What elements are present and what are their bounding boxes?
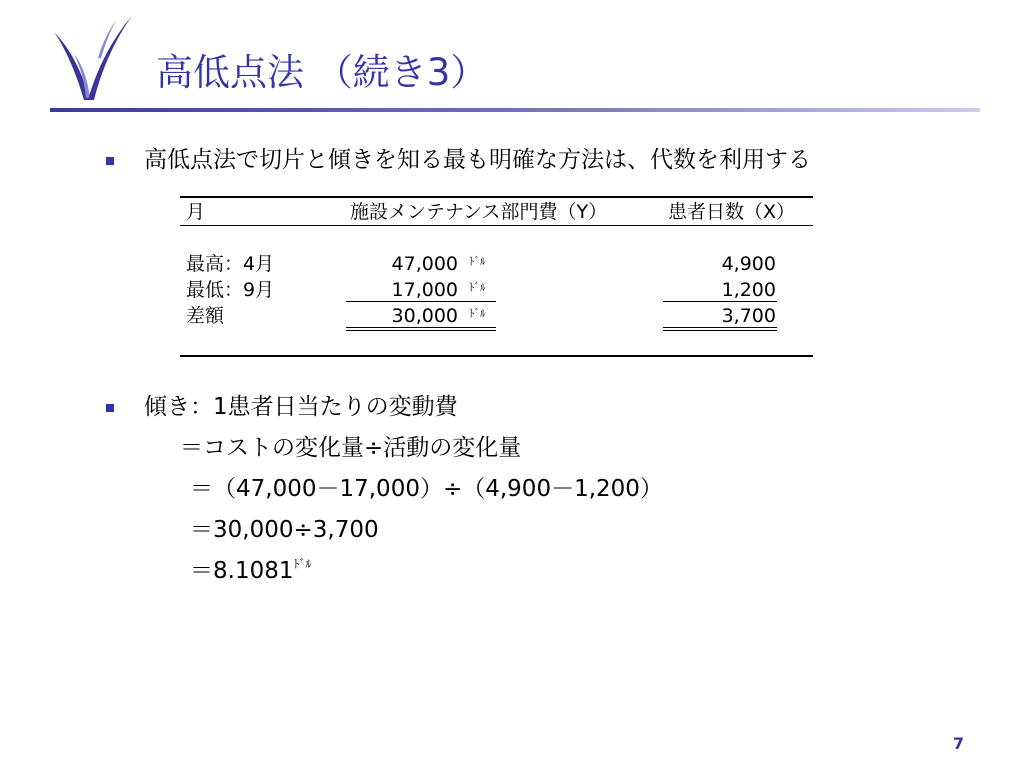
row-cost-diff: 30,000 [391,305,458,327]
page-number: 7 [952,734,964,753]
row-label-diff: 差額 [186,305,225,327]
calc-line-2: ＝（47,000－17,000）÷（4,900－1,200） [190,476,663,502]
dollar-unit: ﾄﾞﾙ [469,255,486,268]
calc-result: ＝8.1081 [190,558,294,584]
stylized-v-logo-icon [50,14,136,104]
row-days-diff: 3,700 [721,305,776,327]
dollar-unit: ﾄﾞﾙ [469,307,486,320]
row-days-low: 1,200 [721,279,776,301]
bullet-square-icon [106,157,114,165]
title-underline [50,108,980,114]
row-label-low: 最低：9月 [186,279,275,301]
table-top-rule [180,196,813,198]
header-month: 月 [186,201,206,223]
subtotal-rule-cost [346,301,496,302]
table-header-rule [180,225,813,226]
header-cost: 施設メンテナンス部門費（Y） [350,201,608,223]
header-days: 患者日数（X） [668,201,796,223]
row-label-high: 最高：4月 [186,253,275,275]
total-double-rule-days-b [663,330,777,331]
bullet-text-1: 高低点法で切片と傾きを知る最も明確な方法は、代数を利用する [144,147,811,173]
row-cost-low: 17,000 [391,279,458,301]
calc-line-4 [190,557,312,584]
bullet-text-2: 傾き：1患者日当たりの変動費 [144,394,458,420]
row-days-high: 4,900 [721,253,776,275]
row-cost-high: 47,000 [391,253,458,275]
total-double-rule-days-a [663,327,777,328]
table-bottom-rule [180,355,813,357]
calc-result-unit: ﾄﾞﾙ [293,557,312,571]
subtotal-rule-days [663,301,777,302]
calc-line-1: ＝コストの変化量÷活動の変化量 [180,435,522,461]
bullet-square-icon [106,404,114,412]
slide-title: 高低点法 （続き3） [156,51,488,94]
dollar-unit: ﾄﾞﾙ [469,281,486,294]
total-double-rule-cost-b [346,330,496,331]
calc-line-3: ＝30,000÷3,700 [190,517,379,543]
total-double-rule-cost-a [346,327,496,328]
